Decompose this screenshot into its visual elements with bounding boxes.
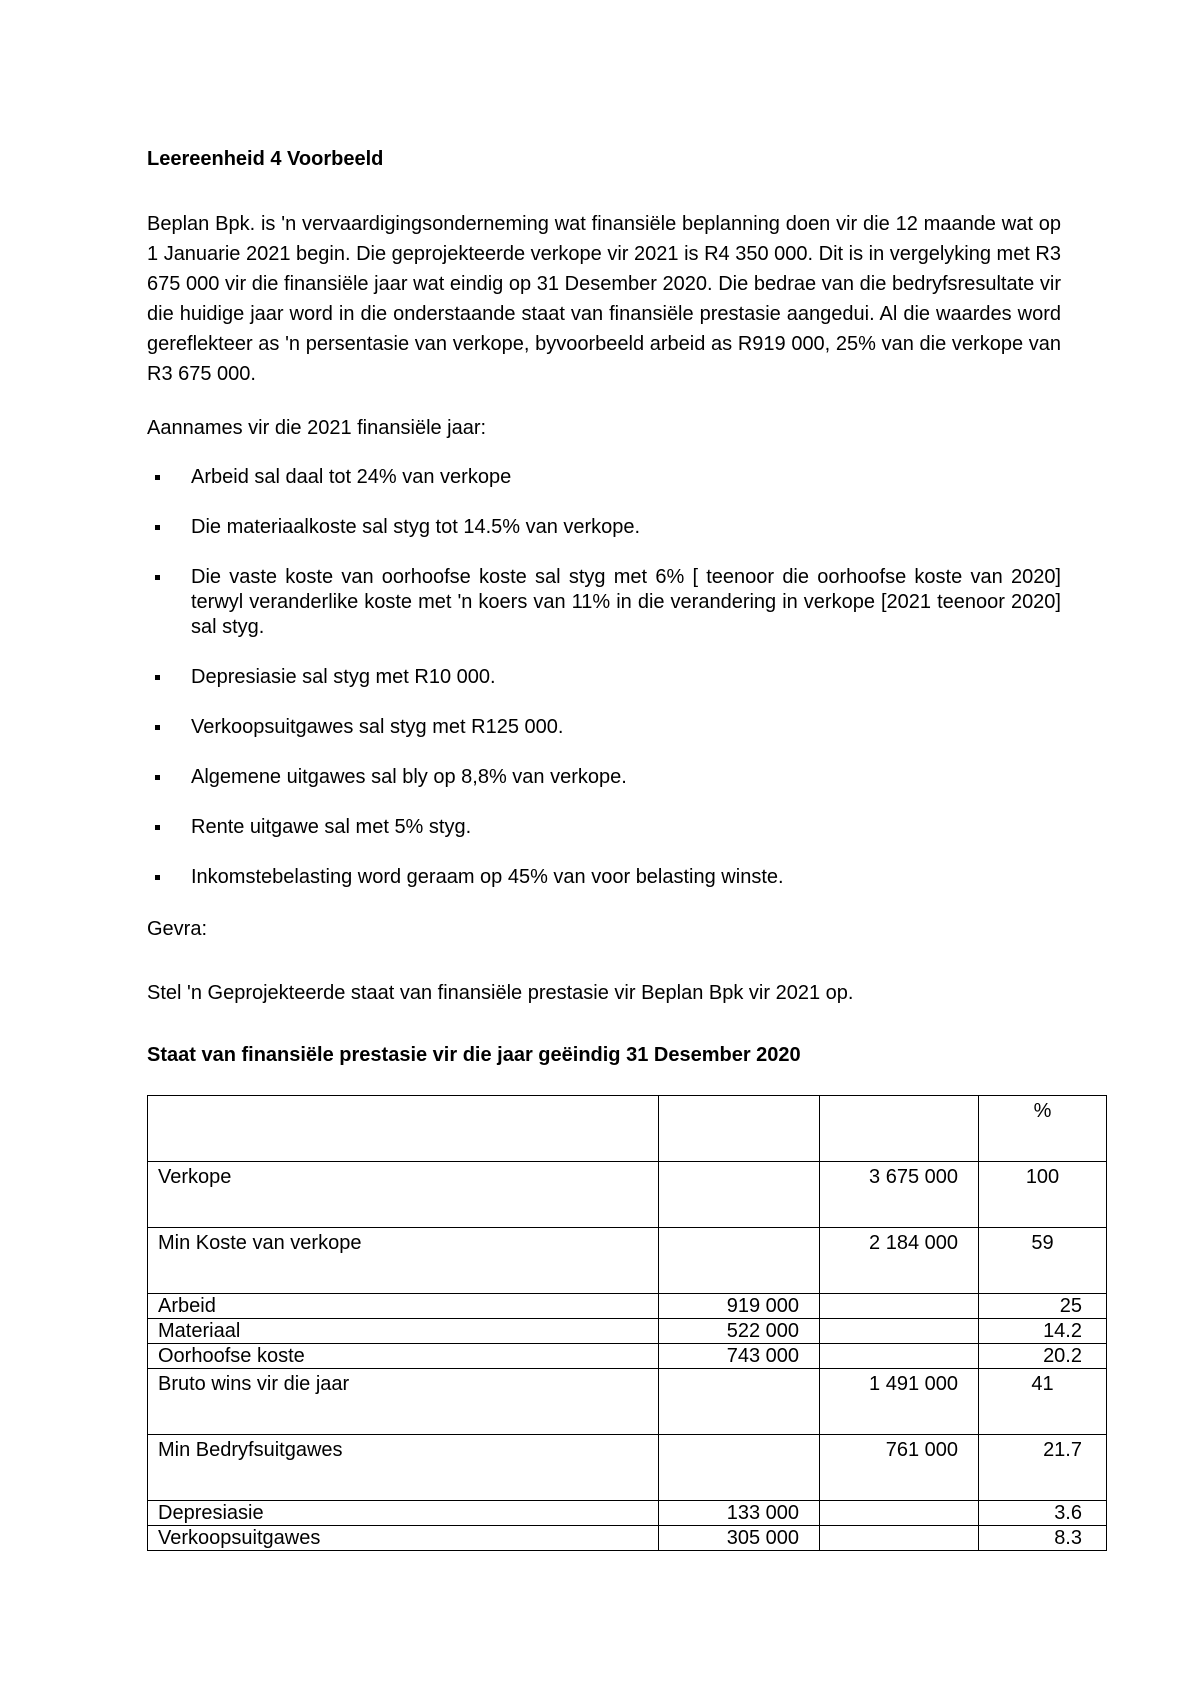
row-label: Bruto wins vir die jaar: [148, 1369, 659, 1435]
row-label: Arbeid: [148, 1294, 659, 1319]
list-item-text: Inkomstebelasting word geraam op 45% van voor belasting winste.: [191, 866, 784, 888]
table-cell: [659, 1096, 820, 1162]
row-label: Min Koste van verkope: [148, 1228, 659, 1294]
square-bullet-icon: [155, 875, 160, 880]
row-sub-amount: 305 000: [659, 1526, 820, 1551]
table-row: [148, 1501, 1107, 1526]
row-sub-amount: 919 000: [659, 1294, 820, 1319]
list-item: [147, 515, 1061, 540]
row-label: Materiaal: [148, 1319, 659, 1344]
table-row: [148, 1162, 1107, 1228]
list-item-text: Rente uitgawe sal met 5% styg.: [191, 816, 472, 838]
row-sub-amount: 522 000: [659, 1319, 820, 1344]
intro-paragraph: Beplan Bpk. is 'n vervaardigingsonderneming wat finansiële beplanning doen vir die 12 maande wat op 1 Januarie 2021 begin. Die geprojekteerde verkope vir 2021 is R4 350 000. Dit is in vergelyking met R3 675 000 vir die finansiële jaar wat eindig op 31 Desember 2020. Die bedrae van die bedryfsresultate vir die huidige jaar word in die onderstaande staat van finansiële prestasie aangedui. Al die waardes word gereflekteer as 'n persentasie van verkope, byvoorbeeld arbeid as R919 000, 25% van die verkope van R3 675 000.: [147, 213, 1061, 385]
row-percent: 100: [979, 1162, 1107, 1228]
square-bullet-icon: [155, 825, 160, 830]
row-label: Min Bedryfsuitgawes: [148, 1435, 659, 1501]
row-sub-amount: [659, 1228, 820, 1294]
row-label: Verkoopsuitgawes: [148, 1526, 659, 1551]
list-item-text: Arbeid sal daal tot 24% van verkope: [191, 466, 512, 488]
row-sub-amount: 133 000: [659, 1501, 820, 1526]
table-row: [148, 1435, 1107, 1501]
assumptions-heading: Aannames vir die 2021 finansiële jaar:: [147, 417, 487, 439]
row-percent: 8.3: [979, 1526, 1107, 1551]
list-item: [147, 715, 1061, 740]
list-item: [147, 765, 1061, 790]
list-item: [147, 565, 1061, 640]
table-row: [148, 1228, 1107, 1294]
row-label: Oorhoofse koste: [148, 1344, 659, 1369]
row-total-amount: [820, 1501, 979, 1526]
assumptions-list: [147, 465, 1061, 915]
list-item-text: Algemene uitgawes sal bly op 8,8% van verkope.: [191, 766, 627, 788]
square-bullet-icon: [155, 775, 160, 780]
square-bullet-icon: [155, 725, 160, 730]
row-percent: 25: [979, 1294, 1107, 1319]
row-total-amount: 1 491 000: [820, 1369, 979, 1435]
row-sub-amount: [659, 1162, 820, 1228]
table-row: [148, 1526, 1107, 1551]
row-label: Depresiasie: [148, 1501, 659, 1526]
row-percent: 14.2: [979, 1319, 1107, 1344]
list-item: [147, 815, 1061, 840]
row-total-amount: 761 000: [820, 1435, 979, 1501]
row-total-amount: [820, 1344, 979, 1369]
list-item: [147, 665, 1061, 690]
row-total-amount: [820, 1294, 979, 1319]
row-percent: 59: [979, 1228, 1107, 1294]
table-cell: [148, 1096, 659, 1162]
row-sub-amount: 743 000: [659, 1344, 820, 1369]
list-item-text: Depresiasie sal styg met R10 000.: [191, 666, 496, 688]
table-row: [148, 1344, 1107, 1369]
list-item-text: Die vaste koste van oorhoofse koste sal styg met 6% [ teenoor die oorhoofse koste van 2020] terwyl veranderlike koste met 'n koers van 11% in die verandering in verkope [2021 teenoor 2020] sal styg.: [191, 566, 1061, 638]
row-total-amount: [820, 1319, 979, 1344]
row-percent: 21.7: [979, 1435, 1107, 1501]
square-bullet-icon: [155, 525, 160, 530]
document-title: Leereenheid 4 Voorbeeld: [147, 148, 384, 170]
row-total-amount: 3 675 000: [820, 1162, 979, 1228]
question-text: Stel 'n Geprojekteerde staat van finansiële prestasie vir Beplan Bpk vir 2021 op.: [147, 982, 854, 1004]
row-total-amount: [820, 1526, 979, 1551]
list-item-text: Verkoopsuitgawes sal styg met R125 000.: [191, 716, 564, 738]
question-heading: Gevra:: [147, 918, 208, 940]
financial-performance-table: [147, 1095, 1107, 1551]
row-percent: 3.6: [979, 1501, 1107, 1526]
square-bullet-icon: [155, 475, 160, 480]
row-label: Verkope: [148, 1162, 659, 1228]
table-header-row: [148, 1096, 1107, 1162]
table-row: [148, 1319, 1107, 1344]
row-percent: 41: [979, 1369, 1107, 1435]
percent-header: %: [979, 1096, 1107, 1162]
square-bullet-icon: [155, 675, 160, 680]
row-total-amount: 2 184 000: [820, 1228, 979, 1294]
square-bullet-icon: [155, 575, 160, 580]
table-title: Staat van finansiële prestasie vir die jaar geëindig 31 Desember 2020: [147, 1044, 801, 1066]
row-sub-amount: [659, 1369, 820, 1435]
row-sub-amount: [659, 1435, 820, 1501]
table-cell: [820, 1096, 979, 1162]
list-item: [147, 465, 1061, 490]
list-item-text: Die materiaalkoste sal styg tot 14.5% van verkope.: [191, 516, 641, 538]
row-percent: 20.2: [979, 1344, 1107, 1369]
table-row: [148, 1294, 1107, 1319]
table-row: [148, 1369, 1107, 1435]
list-item: [147, 865, 1061, 890]
